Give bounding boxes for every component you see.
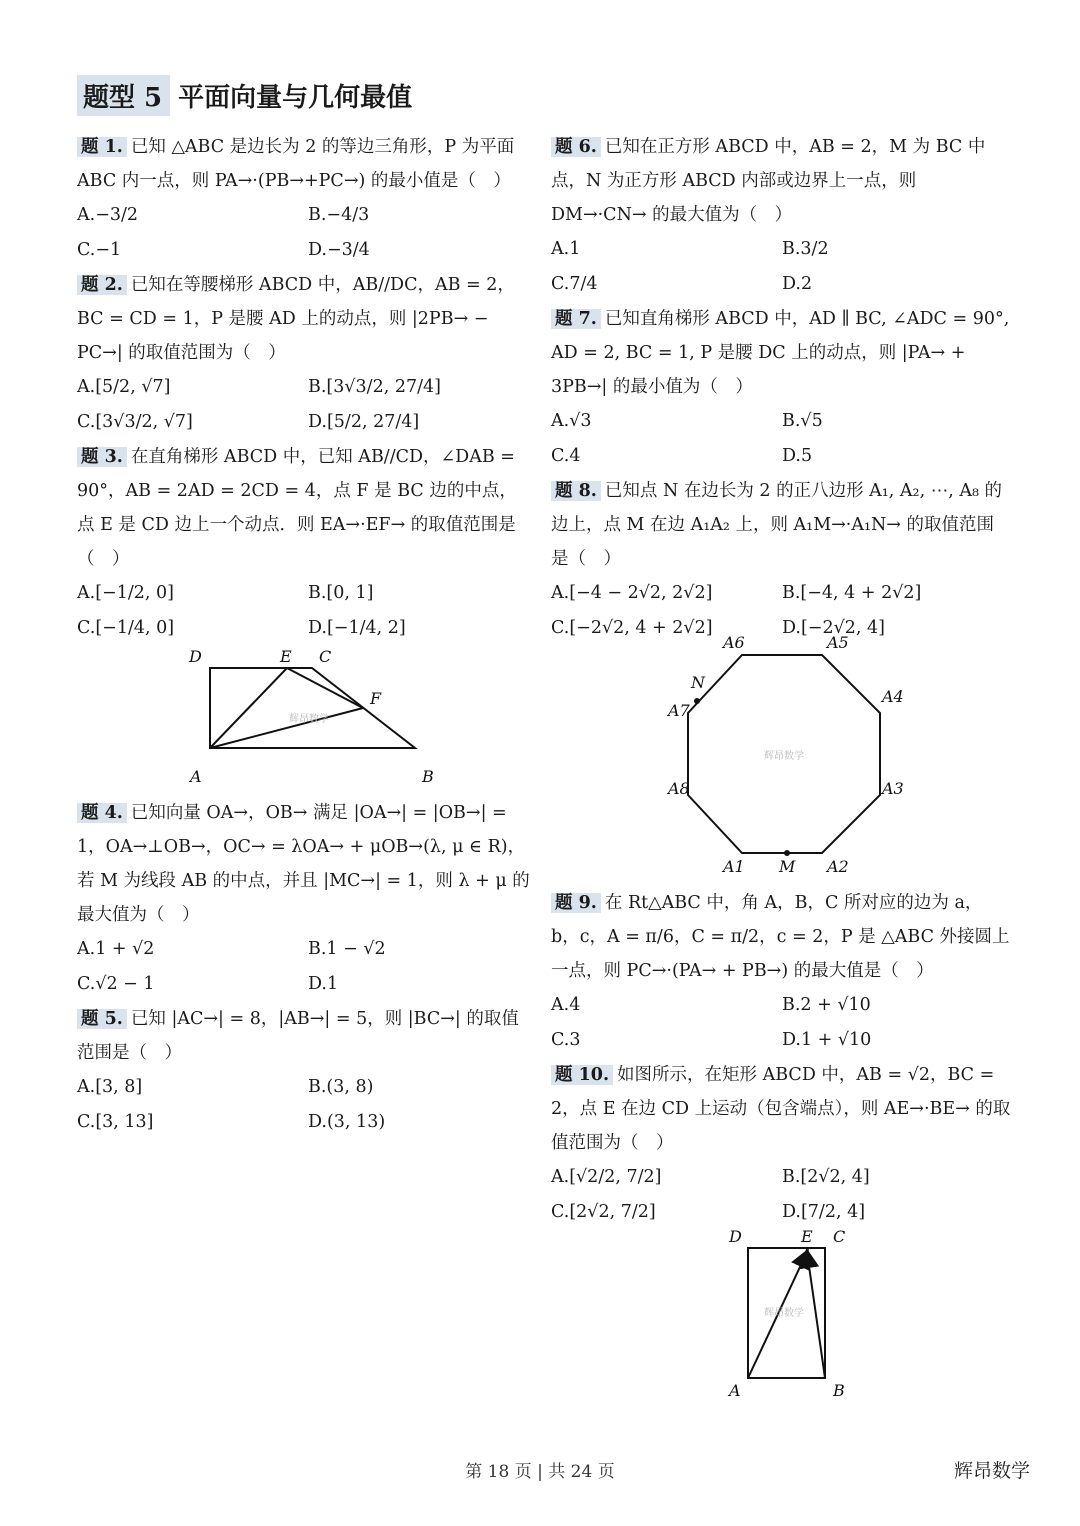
options [77, 576, 532, 646]
option-d[interactable]: D.[−1/4, 2] [308, 618, 406, 638]
segment-ae [210, 668, 287, 748]
segment-ef [287, 668, 363, 708]
options [77, 932, 532, 1002]
label-a5: A5 [827, 633, 849, 652]
option-b[interactable]: B.[0, 1] [308, 583, 374, 603]
option-a[interactable]: A.[3, 8] [77, 1077, 143, 1097]
option-a[interactable]: A.√3 [551, 411, 592, 431]
option-c[interactable]: C.[2√2, 7/2] [551, 1202, 656, 1222]
question-3 [77, 440, 532, 796]
label-a7: A7 [668, 701, 690, 720]
right-column [551, 130, 1011, 1400]
option-a[interactable]: A.[−4 − 2√2, 2√2] [551, 583, 713, 603]
option-c[interactable]: C.[3√3/2, √7] [77, 412, 193, 432]
point-n [694, 698, 700, 704]
label-n: N [691, 673, 705, 692]
trapezoid-outline [210, 668, 415, 748]
question-7 [551, 302, 1011, 474]
watermark: 辉昂数学 [764, 751, 804, 762]
label-a4: A4 [882, 687, 904, 706]
options [77, 370, 532, 440]
option-b[interactable]: B.[−4, 4 + 2√2] [782, 583, 922, 603]
label-b: B [422, 767, 434, 786]
question-stem: 在 Rt△ABC 中，角 A，B，C 所对应的边为 a，b，c，A = π/6，C = π/2，c = 2，P 是 △ABC 外接圆上一点，则 PC→·(PA→ + PB→) 的最大值是（ ） [551, 893, 1010, 981]
option-c[interactable]: C.[−1/4, 0] [77, 618, 175, 638]
option-a[interactable]: A.1 [551, 239, 581, 259]
label-d: D [729, 1227, 742, 1246]
rectangle-figure [551, 1227, 1011, 1400]
question-6 [551, 130, 1011, 302]
label-d: D [189, 647, 202, 666]
page-number: 第 18 页 | 共 24 页 [465, 1462, 615, 1482]
option-d[interactable]: D.1 [308, 974, 339, 994]
watermark: 辉昂数学 [289, 714, 329, 725]
vector-be [807, 1252, 825, 1378]
option-d[interactable]: D.(3, 13) [308, 1112, 386, 1132]
option-c[interactable]: C.−1 [77, 240, 122, 260]
page-title [77, 76, 412, 114]
option-a[interactable]: A.1 + √2 [77, 939, 155, 959]
option-c[interactable]: C.4 [551, 446, 581, 466]
label-a: A [729, 1381, 741, 1400]
label-a8: A8 [668, 779, 690, 798]
option-b[interactable]: B.[2√2, 4] [782, 1167, 870, 1187]
option-d[interactable]: D.1 + √10 [782, 1030, 872, 1050]
brand-name: 辉昂数学 [953, 1460, 1030, 1482]
option-c[interactable]: C.7/4 [551, 274, 598, 294]
option-a[interactable]: A.4 [551, 995, 581, 1015]
options [551, 576, 1011, 646]
question-number: 题 7. [551, 309, 601, 329]
left-column [77, 130, 532, 1140]
option-d[interactable]: D.2 [782, 274, 813, 294]
option-b[interactable]: B.2 + √10 [782, 995, 871, 1015]
option-d[interactable]: D.[7/2, 4] [782, 1202, 866, 1222]
question-2 [77, 268, 532, 440]
label-e: E [280, 647, 292, 666]
option-a[interactable]: A.[√2/2, 7/2] [551, 1167, 662, 1187]
question-stem: 已知点 N 在边长为 2 的正八边形 A₁, A₂, ⋯, A₈ 的边上，点 M 在边 A₁A₂ 上，则 A₁M→·A₁N→ 的取值范围是（ ） [551, 481, 1003, 569]
option-b[interactable]: B.1 − √2 [308, 939, 386, 959]
question-number: 题 1. [77, 137, 127, 157]
question-number: 题 6. [551, 137, 601, 157]
segment-af [210, 708, 363, 748]
question-number: 题 8. [551, 481, 601, 501]
option-d[interactable]: D.−3/4 [308, 240, 370, 260]
trapezoid-figure [77, 646, 517, 796]
option-a[interactable]: A.[−1/2, 0] [77, 583, 174, 603]
question-number: 题 5. [77, 1009, 127, 1029]
label-c: C [319, 647, 332, 666]
label-e: E [801, 1227, 813, 1246]
question-10 [551, 1058, 1011, 1400]
question-number: 题 4. [77, 803, 127, 823]
question-stem: 在直角梯形 ABCD 中，已知 AB//CD，∠DAB = 90°，AB = 2AD = 2CD = 4，点 F 是 BC 边的中点，点 E 是 CD 边上一个动点．则 EA→·EF→ 的取值范围是（ ） [77, 447, 517, 569]
label-c: C [833, 1227, 846, 1246]
option-c[interactable]: C.√2 − 1 [77, 974, 155, 994]
label-a2: A2 [827, 857, 849, 876]
option-b[interactable]: B.−4/3 [308, 205, 370, 225]
question-stem: 已知向量 OA→，OB→ 满足 |OA→| = |OB→| = 1，OA→⊥OB→，OC→ = λOA→ + μOB→(λ, μ ∈ R)，若 M 为线段 AB 的中点，并且 |MC→| = 1，则 λ + μ 的最大值为（ ） [77, 803, 530, 925]
question-stem: 已知 |AC→| = 8，|AB→| = 5，则 |BC→| 的取值范围是（ ） [77, 1009, 519, 1063]
section-title: 平面向量与几何最值 [178, 82, 413, 113]
point-m [784, 850, 790, 856]
label-a6: A6 [723, 633, 745, 652]
label-a3: A3 [882, 779, 904, 798]
question-stem: 如图所示，在矩形 ABCD 中，AB = √2，BC = 2，点 E 在边 CD 上运动（包含端点），则 AE→·BE→ 的取值范围为（ ） [551, 1065, 1011, 1153]
option-d[interactable]: D.5 [782, 446, 813, 466]
question-1 [77, 130, 532, 268]
label-f: F [370, 689, 382, 708]
options [551, 232, 1011, 302]
watermark: 辉昂数学 [764, 1308, 804, 1319]
options [551, 988, 1011, 1058]
question-4 [77, 796, 532, 1002]
question-9 [551, 886, 1011, 1058]
option-c[interactable]: C.[−2√2, 4 + 2√2] [551, 618, 713, 638]
question-stem: 已知在等腰梯形 ABCD 中，AB//DC，AB = 2，BC = CD = 1，P 是腰 AD 上的动点，则 |2PB→ − PC→| 的取值范围为（ ） [77, 275, 515, 363]
question-stem: 已知 △ABC 是边长为 2 的等边三角形，P 为平面 ABC 内一点，则 PA→·(PB→+PC→) 的最小值是（ ） [77, 137, 515, 191]
octagon-figure [551, 633, 1011, 886]
label-a: A [190, 767, 202, 786]
option-b[interactable]: B.√5 [782, 411, 823, 431]
question-number: 题 2. [77, 275, 127, 295]
question-number: 题 10. [551, 1065, 613, 1085]
options [77, 198, 532, 268]
option-a[interactable]: A.[5/2, √7] [77, 377, 171, 397]
option-c[interactable]: C.3 [551, 1030, 581, 1050]
question-number: 题 3. [77, 447, 127, 467]
option-d[interactable]: D.[−2√2, 4] [782, 618, 885, 638]
option-b[interactable]: B.3/2 [782, 239, 829, 259]
section-tag: 题型 5 [77, 75, 170, 116]
question-5 [77, 1002, 532, 1140]
question-stem: 已知在正方形 ABCD 中，AB = 2，M 为 BC 中点，N 为正方形 ABCD 内部或边界上一点，则 DM→·CN→ 的最大值为（ ） [551, 137, 986, 225]
option-d[interactable]: D.[5/2, 27/4] [308, 412, 420, 432]
option-b[interactable]: B.(3, 8) [308, 1077, 374, 1097]
label-b: B [833, 1381, 845, 1400]
label-a1: A1 [723, 857, 745, 876]
option-b[interactable]: B.[3√3/2, 27/4] [308, 377, 441, 397]
option-c[interactable]: C.[3, 13] [77, 1112, 154, 1132]
question-8 [551, 474, 1011, 886]
options [551, 404, 1011, 474]
question-stem: 已知直角梯形 ABCD 中，AD ∥ BC, ∠ADC = 90°, AD = 2, BC = 1, P 是腰 DC 上的动点，则 |PA→ + 3PB→| 的最小值为（ ） [551, 309, 1010, 397]
options [77, 1070, 532, 1140]
options [551, 1160, 1011, 1230]
label-m: M [779, 857, 796, 876]
option-a[interactable]: A.−3/2 [77, 205, 139, 225]
question-number: 题 9. [551, 893, 601, 913]
